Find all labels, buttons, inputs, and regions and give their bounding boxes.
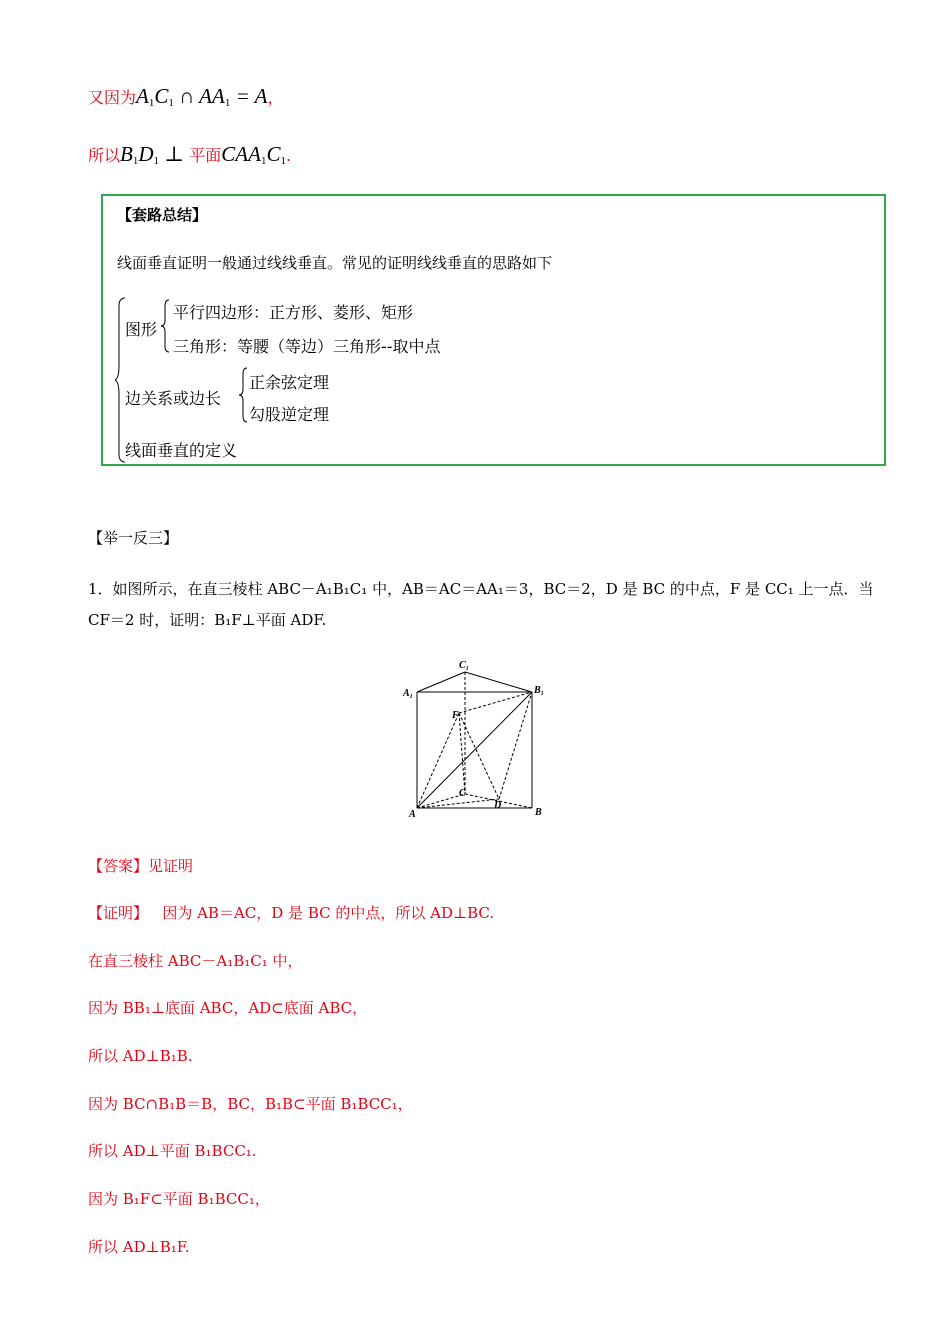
proof-line-0 [88, 902, 494, 923]
math-expression [221, 142, 286, 166]
math-subscript: 1 [132, 155, 139, 167]
reason-line-1 [88, 84, 283, 109]
math-token: B [120, 142, 133, 166]
section-heading: 【举一反三】 [88, 529, 179, 547]
proof-line-5: 所以 AD⊥平面 B₁BCC₁. [88, 1142, 257, 1160]
problem-line-2: CF＝2 时，证明：B₁F⊥平面 ADF. [88, 611, 327, 629]
brace-shapes [159, 298, 173, 354]
answer-label: 【答案】 [88, 857, 149, 875]
math-token: C [266, 142, 281, 166]
math-subscript: 1 [153, 155, 160, 167]
edges-item-pythagorean: 勾股逆定理 [249, 405, 330, 424]
edges-item-sine-cosine: 正余弦定理 [249, 373, 330, 392]
math-subscript: 1 [168, 97, 174, 109]
proof-line-7: 所以 AD⊥B₁F. [88, 1238, 190, 1256]
math-token: CAA [221, 142, 261, 166]
math-token: ∩ AA [173, 84, 225, 108]
label-b1: $B_1$ [534, 685, 544, 697]
math-token: D [138, 142, 154, 166]
proof-line-2: 因为 BB₁⊥底面 ABC，AD⊂底面 ABC， [88, 999, 368, 1017]
math-token: A [136, 84, 149, 108]
conclusion-prefix: 所以 [88, 146, 121, 165]
proof-line-6: 因为 B₁F⊂平面 B₁BCC₁， [88, 1190, 270, 1208]
shapes-item-parallelogram: 平行四边形：正方形、菱形、矩形 [173, 303, 414, 322]
shapes-item-triangle: 三角形：等腰（等边）三角形--取中点 [173, 337, 441, 356]
problem-line-1: 1．如图所示，在直三棱柱 ABC－A₁B₁C₁ 中，AB＝AC＝AA₁＝3，BC＝2，D 是 BC 的中点，F 是 CC₁ 上一点．当 [88, 580, 874, 598]
proof-label: 【证明】 [88, 904, 149, 922]
answer-text: 见证明 [148, 857, 194, 875]
math-expression [136, 84, 267, 108]
reason-suffix: ， [267, 88, 284, 107]
math-token: C [154, 84, 169, 108]
label-f: F [452, 710, 459, 721]
conclusion-suffix: . [285, 146, 292, 165]
proof-text: 因为 AB＝AC，D 是 BC 的中点，所以 AD⊥BC. [162, 904, 495, 922]
label-b: B [535, 807, 542, 818]
group-shapes-label: 图形 [125, 320, 158, 339]
label-c1: $C_1$ [459, 660, 469, 672]
math-subscript: 1 [148, 97, 155, 109]
group-edges-label: 边关系或边长 [125, 389, 222, 408]
math-expression [120, 142, 189, 166]
prism-figure [395, 655, 555, 825]
label-c: C [459, 788, 466, 799]
reason-prefix: 又因为 [88, 88, 137, 107]
label-d: D [494, 800, 502, 811]
summary-intro: 线面垂直证明一般通过线线垂直。常见的证明线线垂直的思路如下 [117, 254, 553, 272]
summary-box [101, 194, 886, 466]
proof-line-1: 在直三棱柱 ABC－A₁B₁C₁ 中， [88, 952, 303, 970]
proof-line-3: 所以 AD⊥B₁B. [88, 1047, 193, 1065]
label-a: A [409, 809, 416, 820]
math-subscript: 1 [224, 97, 231, 109]
math-subscript: 1 [280, 155, 286, 167]
math-subscript: 1 [260, 155, 267, 167]
answer-line [88, 855, 193, 876]
label-a1: $A_1$ [403, 688, 413, 700]
math-token: ⊥ [159, 142, 190, 166]
math-token: = A [230, 84, 268, 108]
plane-word: 平面 [189, 146, 222, 165]
group-definition-label: 线面垂直的定义 [125, 441, 238, 460]
summary-title: 【套路总结】 [117, 206, 208, 224]
conclusion-line [88, 142, 291, 167]
proof-line-4: 因为 BC∩B₁B＝B，BC，B₁B⊂平面 B₁BCC₁， [88, 1095, 413, 1113]
